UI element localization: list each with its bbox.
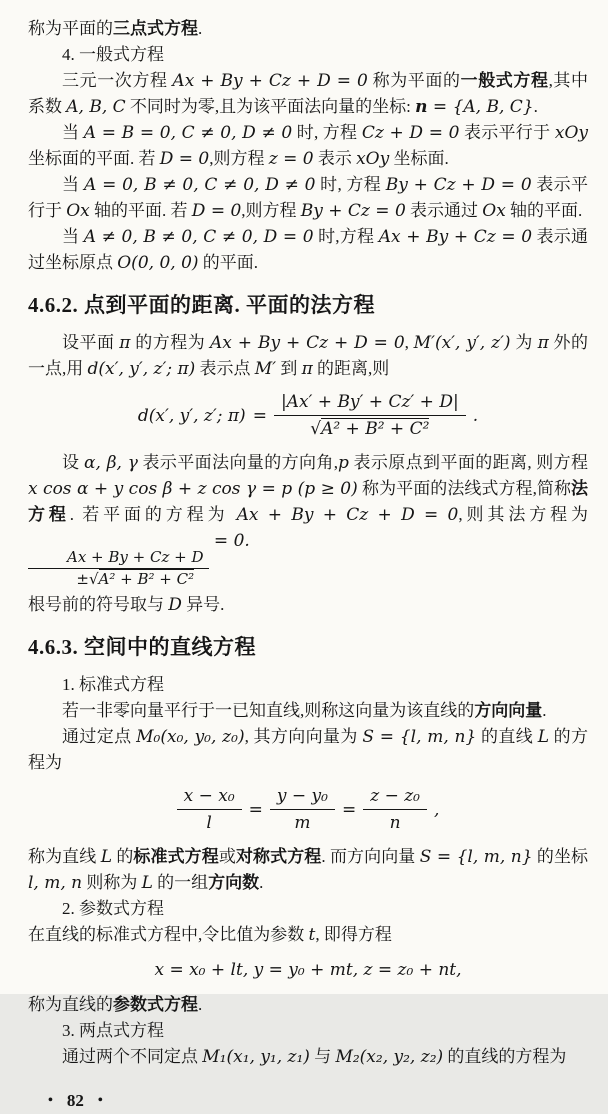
text-run: 为 bbox=[510, 333, 538, 352]
formula-distance-point-plane bbox=[28, 391, 588, 441]
fraction-denominator: n bbox=[389, 813, 401, 833]
text-run: 通过定点 bbox=[62, 727, 137, 746]
page-footer bbox=[48, 1088, 588, 1114]
math-run: Ax + By + Cz = 0 bbox=[378, 227, 533, 247]
math-run: M′(x′, y′, z′) bbox=[413, 333, 511, 353]
term-symmetric-form: 对称式方程 bbox=[235, 847, 322, 866]
math-run: π bbox=[301, 359, 313, 379]
text-run: , bbox=[404, 333, 414, 352]
term-three-point-form: 三点式方程 bbox=[113, 19, 198, 38]
text-run: 时, 方程 bbox=[292, 123, 362, 142]
text-run: 的 bbox=[111, 847, 134, 866]
equals-sign: = bbox=[341, 800, 357, 820]
fraction-numerator: Ax + By + Cz + D bbox=[28, 548, 209, 569]
fraction-numerator: |Ax′ + By′ + Cz′ + D| bbox=[274, 391, 466, 416]
text-run: ,其中系数 bbox=[28, 71, 589, 116]
math-run: Cz + D = 0 bbox=[361, 123, 460, 143]
math-run: α, β, γ bbox=[84, 453, 138, 473]
fraction-denominator: m bbox=[294, 813, 311, 833]
radical-sign: √ bbox=[88, 570, 99, 588]
math-run: x cos α + y cos β + z cos γ = p (p ≥ 0) bbox=[28, 479, 358, 499]
term-direction-numbers: 方向数 bbox=[208, 873, 260, 892]
text-run: 轴的平面. 若 bbox=[89, 201, 192, 220]
para-distance-setup bbox=[28, 330, 588, 382]
text-run: ,则其法方程为 bbox=[458, 505, 589, 524]
math-run: xOy bbox=[356, 149, 390, 169]
text-run: 的直线 bbox=[476, 727, 538, 746]
para-line-through-point bbox=[28, 724, 588, 776]
math-run: L bbox=[141, 873, 153, 893]
fraction-denominator bbox=[28, 569, 209, 589]
fraction bbox=[270, 785, 335, 835]
text-run: 异号. bbox=[181, 595, 225, 614]
radicand: A² + B² + C² bbox=[98, 570, 195, 588]
para-three-point-closing bbox=[28, 16, 588, 42]
text-run: 的方程为 bbox=[28, 727, 589, 772]
item-heading-standard-form bbox=[28, 672, 588, 698]
text-run: 坐标面. bbox=[389, 149, 449, 168]
text-run: 表示点 bbox=[195, 359, 255, 378]
text-run: . bbox=[542, 701, 547, 720]
math-run: t bbox=[308, 925, 316, 945]
section-heading-4-6-3: 4.6.3. 空间中的直线方程 bbox=[28, 635, 256, 659]
text-run: 的平面. bbox=[198, 253, 259, 272]
inline-fraction bbox=[28, 548, 209, 589]
text-run: 与 bbox=[309, 1047, 336, 1066]
formula-parametric-line bbox=[28, 957, 588, 983]
text-run: 表示原点到平面的距离, 则方程 bbox=[348, 453, 589, 472]
fraction bbox=[274, 391, 466, 441]
text-run: 的一组 bbox=[152, 873, 209, 892]
text-run: 表示通过坐标原点 bbox=[28, 227, 588, 272]
text-run: 根号前的符号取与 bbox=[28, 595, 169, 614]
math-run: By + Cz + D = 0 bbox=[385, 175, 532, 195]
math-run: Ax + By + Cz + D = 0 bbox=[210, 333, 405, 353]
text-run: 表示平面法向量的方向角, bbox=[137, 453, 338, 472]
text-run: 不同时为零,且为该平面法向量的坐标: bbox=[125, 97, 416, 116]
text-run: 在直线的标准式方程中,令比值为参数 bbox=[28, 925, 309, 944]
item-label: 4. 一般式方程 bbox=[62, 45, 164, 64]
text-run: 坐标面的平面. 若 bbox=[28, 149, 160, 168]
fraction-numerator: y − y₀ bbox=[270, 785, 335, 810]
text-run: 设平面 bbox=[62, 333, 120, 352]
footer-dot-right: • bbox=[97, 1093, 103, 1108]
math-run: A = B = 0, C ≠ 0, D ≠ 0 bbox=[83, 123, 293, 143]
para-general-form bbox=[28, 68, 588, 120]
math-run: = 0. bbox=[208, 531, 250, 551]
radical-sign: √ bbox=[310, 419, 322, 439]
equals-sign: = bbox=[248, 800, 263, 820]
math-run: Ax + By + Cz + D = 0 bbox=[236, 505, 459, 525]
math-run: S = {l, m, n} bbox=[419, 847, 533, 867]
formula-standard-line bbox=[28, 785, 588, 835]
text-run: 表示 bbox=[313, 149, 357, 168]
text-run: ,则方程 bbox=[209, 149, 269, 168]
text-run: 到 bbox=[276, 359, 302, 378]
text-run: 当 bbox=[62, 123, 84, 142]
radicand: A² + B² + C² bbox=[321, 419, 430, 439]
text-run: . bbox=[198, 19, 203, 38]
term-parametric-form: 参数式方程 bbox=[113, 995, 198, 1014]
fraction-denominator: l bbox=[206, 813, 212, 833]
math-run: A = 0, B ≠ 0, C ≠ 0, D ≠ 0 bbox=[84, 175, 316, 195]
math-run: Ax + By + Cz + D = 0 bbox=[172, 71, 368, 91]
fraction-denominator bbox=[274, 416, 466, 441]
term-general-form: 一般式方程 bbox=[460, 71, 549, 90]
para-case-parallel-xoy bbox=[28, 120, 588, 172]
math-run: D = 0 bbox=[159, 149, 210, 169]
text-run: 当 bbox=[62, 175, 85, 194]
text-run: , 即得方程 bbox=[315, 925, 392, 944]
formula-body: x = x₀ + lt, y = y₀ + mt, z = z₀ + nt, bbox=[154, 960, 462, 980]
text-run: 的直线的方程为 bbox=[443, 1047, 567, 1066]
text-run: 称为平面的 bbox=[28, 19, 113, 38]
text-run: 通过两个不同定点 bbox=[62, 1047, 203, 1066]
item-label: 1. 标准式方程 bbox=[62, 675, 164, 694]
text-run: 的坐标 bbox=[532, 847, 589, 866]
text-run: 当 bbox=[62, 227, 84, 246]
formula-comma: , bbox=[434, 800, 440, 820]
text-run: . 若平面的方程为 bbox=[69, 505, 237, 524]
item-label: 3. 两点式方程 bbox=[62, 1021, 164, 1040]
text-run: 若一非零向量平行于一已知直线,则称这向量为该直线的 bbox=[62, 701, 475, 720]
text-run: 表示通过 bbox=[405, 201, 483, 220]
math-run: = {A, B, C} bbox=[427, 97, 534, 117]
math-run: L bbox=[100, 847, 112, 867]
para-standard-form-naming bbox=[28, 844, 588, 896]
text-run: 则称为 bbox=[82, 873, 142, 892]
math-vector-n: n bbox=[415, 97, 428, 117]
item-label: 2. 参数式方程 bbox=[62, 899, 164, 918]
text-run: . 而方向向量 bbox=[321, 847, 420, 866]
term-standard-form: 标准式方程 bbox=[133, 847, 219, 866]
text-run: 的距离,则 bbox=[312, 359, 390, 378]
math-run: M₁(x₁, y₁, z₁) bbox=[202, 1047, 310, 1067]
fraction bbox=[363, 785, 427, 835]
math-run: M′ bbox=[254, 359, 277, 379]
text-run: 称为直线的 bbox=[28, 995, 113, 1014]
text-run: 称为平面的 bbox=[367, 71, 461, 90]
math-run: π bbox=[119, 333, 131, 353]
math-run: D bbox=[168, 595, 182, 615]
math-run: A ≠ 0, B ≠ 0, C ≠ 0, D = 0 bbox=[83, 227, 314, 247]
text-run: . bbox=[198, 995, 203, 1014]
term-normal-equation: 法方程 bbox=[28, 479, 589, 524]
para-normal-equation bbox=[28, 450, 588, 589]
text-run: 称为平面的法线式方程,简称 bbox=[357, 479, 572, 498]
text-run: 或 bbox=[218, 847, 236, 866]
math-run: d(x′, y′, z′; π) bbox=[87, 359, 196, 379]
plus-minus-sign: ± bbox=[76, 570, 89, 588]
para-direction-vector-def bbox=[28, 698, 588, 724]
formula-period: . bbox=[472, 406, 479, 426]
text-run: . bbox=[533, 97, 538, 116]
math-run: z = 0 bbox=[268, 149, 314, 169]
math-run: A, B, C bbox=[66, 97, 126, 117]
text-run: 表示平行于 bbox=[459, 123, 555, 142]
text-run: 时,方程 bbox=[313, 227, 379, 246]
math-run: O(0, 0, 0) bbox=[117, 253, 199, 273]
equals-sign: = bbox=[252, 406, 267, 426]
math-run: L bbox=[537, 727, 550, 747]
text-run: ,则方程 bbox=[241, 201, 301, 220]
math-run: M₀(x₀, y₀, z₀) bbox=[136, 727, 245, 747]
math-run: π bbox=[537, 333, 549, 353]
para-two-point-setup bbox=[28, 1044, 588, 1070]
text-run: 轴的平面. bbox=[505, 201, 583, 220]
text-run: . bbox=[259, 873, 264, 892]
fraction-numerator: x − x₀ bbox=[177, 785, 242, 810]
item-heading-two-point-form bbox=[28, 1018, 588, 1044]
math-run: xOy bbox=[554, 123, 589, 143]
para-parametric-naming bbox=[28, 992, 588, 1018]
math-run: S = {l, m, n} bbox=[362, 727, 477, 747]
math-run: By + Cz = 0 bbox=[300, 201, 406, 221]
text-run: 的方程为 bbox=[130, 333, 211, 352]
math-run: M₂(x₂, y₂, z₂) bbox=[335, 1047, 444, 1067]
math-run: D = 0 bbox=[191, 201, 242, 221]
text-run: , 其方向向量为 bbox=[244, 727, 363, 746]
text-run: 三元一次方程 bbox=[62, 71, 173, 90]
para-case-parallel-ox bbox=[28, 172, 588, 224]
para-sign-rule bbox=[28, 592, 588, 618]
item-heading-general-form bbox=[28, 42, 588, 68]
text-run: 外的一点,用 bbox=[28, 333, 589, 378]
formula-lhs: d(x′, y′, z′; π) bbox=[137, 406, 246, 426]
fraction bbox=[177, 785, 242, 835]
math-run: p bbox=[338, 453, 349, 473]
para-case-through-origin bbox=[28, 224, 588, 276]
math-run: Ox bbox=[482, 201, 506, 221]
section-heading-4-6-2: 4.6.2. 点到平面的距离. 平面的法方程 bbox=[28, 293, 375, 317]
text-run: 设 bbox=[62, 453, 85, 472]
term-direction-vector: 方向向量 bbox=[474, 701, 543, 720]
text-run: 时, 方程 bbox=[315, 175, 386, 194]
text-run: 表示平行于 bbox=[28, 175, 589, 220]
item-heading-parametric-form bbox=[28, 896, 588, 922]
para-parametric-setup bbox=[28, 922, 588, 948]
math-run: l, m, n bbox=[28, 873, 83, 893]
footer-dot-left: • bbox=[48, 1093, 53, 1108]
math-run: Ox bbox=[66, 201, 90, 221]
page-number: 82 bbox=[66, 1091, 84, 1110]
fraction-numerator: z − z₀ bbox=[363, 785, 427, 810]
text-run: 称为直线 bbox=[28, 847, 101, 866]
